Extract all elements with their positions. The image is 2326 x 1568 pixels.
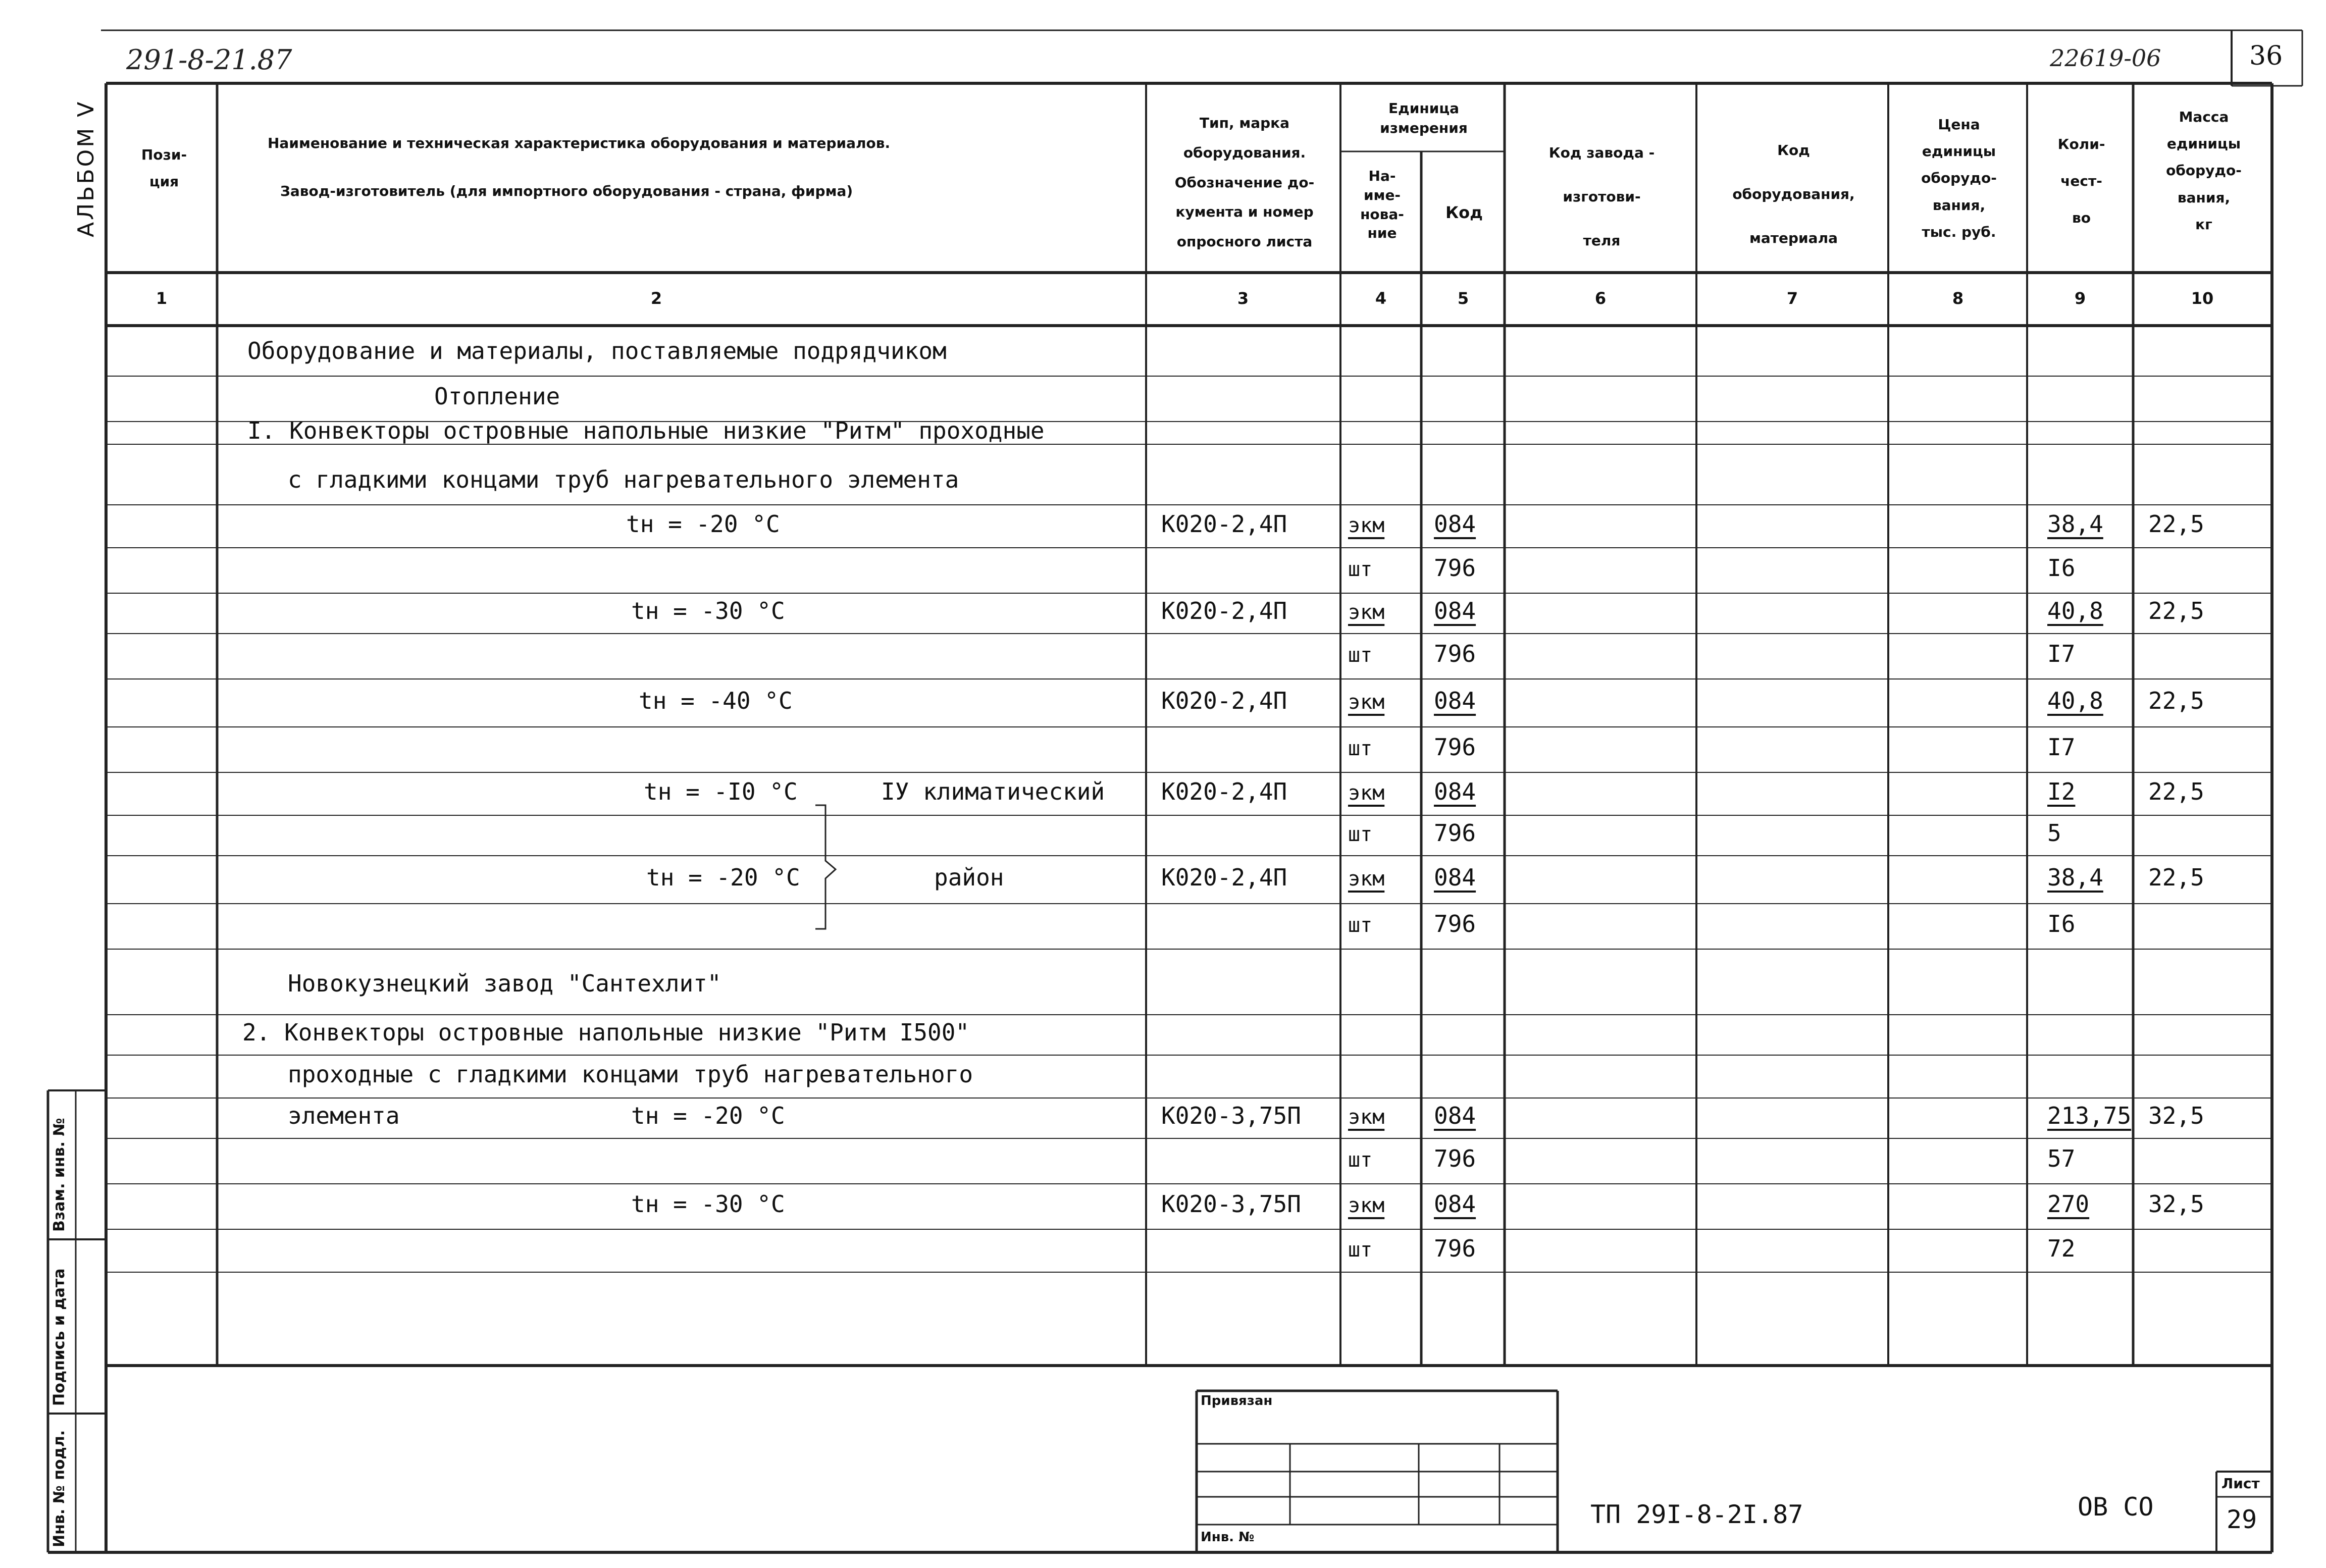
row-type: К020-3,75П <box>1161 1190 1301 1218</box>
row-mass: 22,5 <box>2148 597 2204 624</box>
doc-code-right: 22619-06 <box>2050 44 2161 72</box>
row-qty: I7 <box>2047 734 2076 761</box>
row-mass: 32,5 <box>2148 1102 2204 1129</box>
row-name: с гладкими концами труб нагревательного элемента <box>288 466 959 493</box>
column-number: 5 <box>1457 289 1469 308</box>
row-qty: 213,75 <box>2047 1102 2132 1129</box>
row-name: элемента <box>288 1102 400 1129</box>
privyazan-label: Привязан <box>1201 1393 1273 1408</box>
row-name: Отопление <box>434 383 560 410</box>
album-label: АЛЬБОМ V <box>73 99 99 237</box>
row-unit: шт <box>1348 823 1373 846</box>
brace <box>815 805 836 929</box>
row-type: К020-2,4П <box>1161 597 1287 624</box>
doc-designation: ТП 29I-8-2I.87 <box>1590 1500 1803 1529</box>
row-code: 084 <box>1434 687 1476 714</box>
column-number: 7 <box>1786 289 1798 308</box>
sheet-label: Лист <box>2221 1475 2260 1492</box>
row-name: tн = -30 °С <box>631 597 785 624</box>
side-label-vzam: Взам. инв. № <box>50 1118 68 1232</box>
sheet-number: 29 <box>2227 1505 2257 1534</box>
row-mass: 22,5 <box>2148 510 2204 538</box>
row-unit: экм <box>1348 513 1385 537</box>
row-code: 796 <box>1434 640 1476 667</box>
row-unit: экм <box>1348 781 1385 805</box>
row-code: 796 <box>1434 554 1476 582</box>
row-qty: 72 <box>2047 1234 2076 1262</box>
column-number: 1 <box>156 289 168 308</box>
row-qty: 38,4 <box>2047 510 2103 538</box>
doc-code-left: 291-8-21.87 <box>126 44 292 76</box>
row-name: проходные с гладкими концами труб нагревательного <box>288 1060 973 1088</box>
row-code: 084 <box>1434 863 1476 891</box>
row-code: 796 <box>1434 734 1476 761</box>
row-unit: шт <box>1348 558 1373 581</box>
row-name: Оборудование и материалы, поставляемые подрядчиком <box>247 337 947 364</box>
side-label-inv: Инв. № подл. <box>50 1430 68 1547</box>
row-name: Новокузнецкий завод "Сантехлит" <box>288 969 721 997</box>
column-number: 10 <box>2191 289 2214 308</box>
row-code: 796 <box>1434 1145 1476 1172</box>
row-code: 796 <box>1434 819 1476 847</box>
row-qty: I2 <box>2047 777 2076 805</box>
doc-type: ОВ СО <box>2078 1492 2154 1522</box>
header-name-line1: Наименование и техническая характеристика оборудования и материалов. <box>268 135 891 151</box>
column-number: 2 <box>650 289 662 308</box>
row-code: 084 <box>1434 597 1476 624</box>
row-type: К020-2,4П <box>1161 687 1287 714</box>
row-qty: 270 <box>2047 1190 2090 1218</box>
header-mass: Масса единицы оборудо- вания, кг <box>2166 109 2242 233</box>
row-mass: 22,5 <box>2148 777 2204 805</box>
row-qty: 38,4 <box>2047 863 2103 891</box>
row-code: 084 <box>1434 1102 1476 1129</box>
row-qty: 57 <box>2047 1145 2076 1172</box>
row-code: 084 <box>1434 1190 1476 1218</box>
row-unit: экм <box>1348 690 1385 714</box>
row-name: tн = -20 °С <box>626 510 780 538</box>
side-label-podpis: Подпись и дата <box>50 1268 68 1406</box>
row-qty: I7 <box>2047 640 2076 667</box>
column-number: 4 <box>1375 289 1387 308</box>
row-name-temp: tн = -20 °С <box>631 1102 785 1129</box>
header-unit-name: На- име- нова- ние <box>1360 168 1404 242</box>
header-name-line2: Завод-изготовитель (для импортного оборудования - страна, фирма) <box>280 183 853 199</box>
row-name: 2. Конвекторы островные напольные низкие "Ритм I500" <box>242 1019 970 1046</box>
row-name: tн = -40 °С <box>639 687 793 714</box>
row-unit: шт <box>1348 1148 1373 1172</box>
header-type: Тип, марка оборудования. Обозначение до- кумента и номер опросного листа <box>1174 115 1315 250</box>
header-equipment-code: Код оборудования, материала <box>1732 142 1855 246</box>
row-code: 796 <box>1434 1234 1476 1262</box>
row-qty: 40,8 <box>2047 687 2103 714</box>
column-number: 9 <box>2074 289 2086 308</box>
row-code: 084 <box>1434 510 1476 538</box>
row-mass: 32,5 <box>2148 1190 2204 1218</box>
inv-no-label: Инв. № <box>1201 1530 1255 1545</box>
row-note: IУ климатический <box>881 777 1105 805</box>
row-name: tн = -30 °С <box>631 1190 785 1218</box>
row-unit: шт <box>1348 644 1373 667</box>
row-name: tн = -I0 °С <box>644 777 798 805</box>
row-qty: I6 <box>2047 554 2076 582</box>
row-unit: шт <box>1348 914 1373 937</box>
row-type: К020-2,4П <box>1161 777 1287 805</box>
row-code: 796 <box>1434 910 1476 937</box>
row-unit: экм <box>1348 1106 1385 1129</box>
row-qty: 40,8 <box>2047 597 2103 624</box>
row-name: I. Конвекторы островные напольные низкие "Ритм" проходные <box>247 416 1045 444</box>
row-note: район <box>934 863 1004 891</box>
page-number: 36 <box>2249 41 2283 71</box>
column-number: 3 <box>1237 289 1249 308</box>
header-position: Пози- ция <box>141 146 187 190</box>
row-unit: экм <box>1348 601 1385 624</box>
row-unit: шт <box>1348 1238 1373 1262</box>
row-mass: 22,5 <box>2148 687 2204 714</box>
row-type: К020-2,4П <box>1161 510 1287 538</box>
column-number: 8 <box>1952 289 1964 308</box>
row-type: К020-2,4П <box>1161 863 1287 891</box>
row-unit: экм <box>1348 867 1385 891</box>
header-price: Цена единицы оборудо- вания, тыс. руб. <box>1921 116 1997 240</box>
row-mass: 22,5 <box>2148 863 2204 891</box>
row-name: tн = -20 °С <box>646 863 800 891</box>
row-unit: экм <box>1348 1194 1385 1217</box>
header-quantity: Коли- чест- во <box>2057 136 2105 226</box>
row-code: 084 <box>1434 777 1476 805</box>
row-unit: шт <box>1348 737 1373 760</box>
row-qty: 5 <box>2047 819 2061 847</box>
header-factory-code: Код завода - изготови- теля <box>1548 144 1655 249</box>
header-unit-code: Код <box>1445 203 1483 222</box>
row-qty: I6 <box>2047 910 2076 937</box>
header-unit-group: Единица измерения <box>1380 100 1468 137</box>
column-number: 6 <box>1594 289 1607 308</box>
row-type: К020-3,75П <box>1161 1102 1301 1129</box>
